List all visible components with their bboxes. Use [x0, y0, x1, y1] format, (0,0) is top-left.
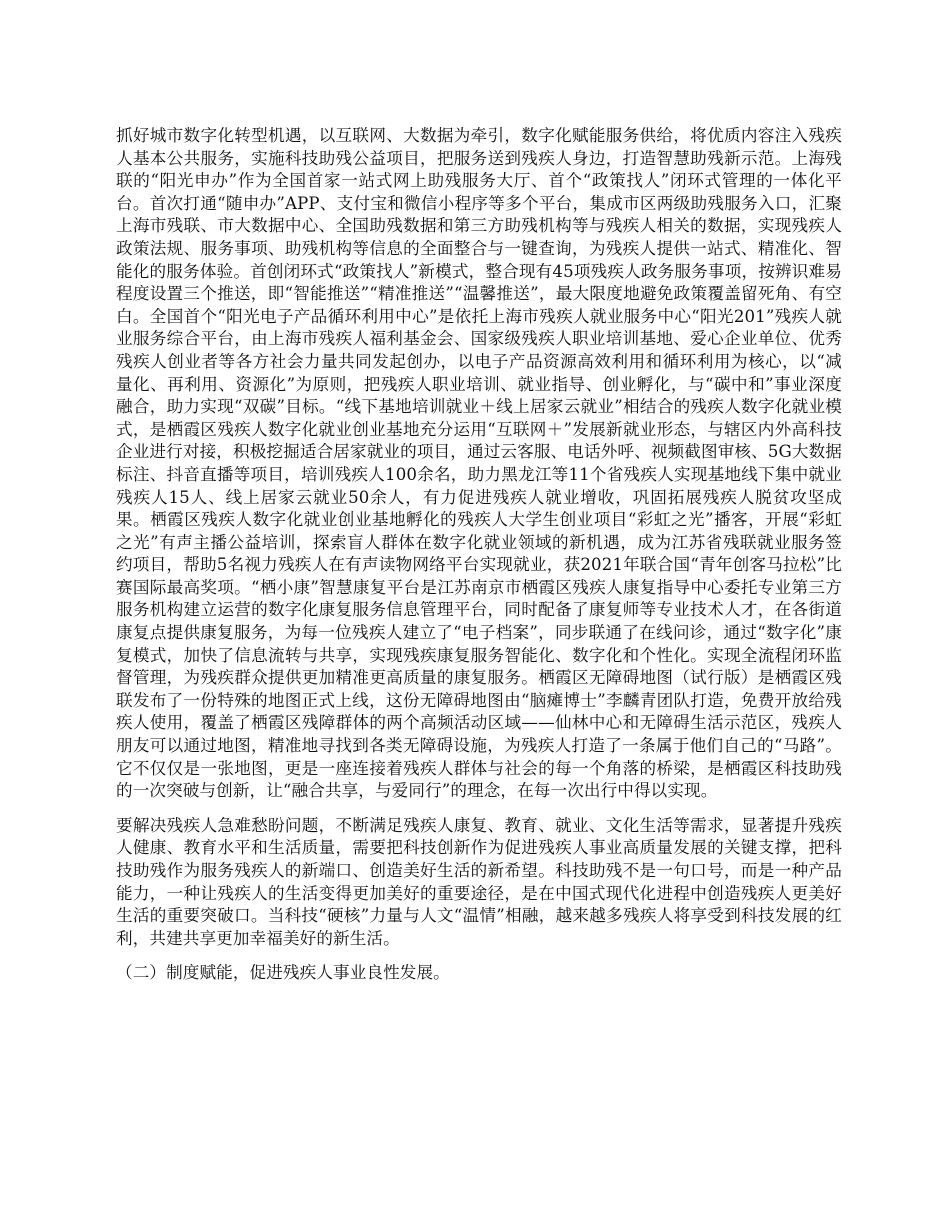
document-page: [116, 125, 842, 985]
body-paragraph: 抓好城市数字化转型机遇，以互联网、大数据为牵引，数字化赋能服务供给，将优质内容注入残疾人基本公共服务，实施科技助残公益项目，把服务送到残疾人身边，打造智慧助残新示范。上海残联的“阳光申办”作为全国首家一站式网上助残服务大厅、首个“政策找人”闭环式管理的一体化平台。首次打通“随申办”APP、支付宝和微信小程序等多个平台，集成市区两级助残服务入口，汇聚上海市残联、市大数据中心、全国助残数据和第三方助残机构等与残疾人相关的数据，实现残疾人政策法规、服务事项、助残机构等信息的全面整合与一键查询，为残疾人提供一站式、精准化、智能化的服务体验。首创闭环式“政策找人”新模式，整合现有45项残疾人政务服务事项，按辨识难易程度设置三个推送，即“智能推送”“精准推送”“温馨推送”，最大限度地避免政策覆盖留死角、有空白。全国首个“阳光电子产品循环利用中心”是依托上海市残疾人就业服务中心“阳光201”残疾人就业服务综合平台，由上海市残疾人福利基金会、国家级残疾人职业培训基地、爱心企业单位、优秀残疾人创业者等各方社会力量共同发起创办，以电子产品资源高效利用和循环利用为核心，以“减量化、再利用、资源化”为原则，把残疾人职业培训、就业指导、创业孵化，与“碳中和”事业深度融合，助力实现“双碳”目标。“线下基地培训就业＋线上居家云就业”相结合的残疾人数字化就业模式，是栖霞区残疾人数字化就业创业基地充分运用“互联网＋”发展新就业形态，与辖区内外高科技企业进行对接，积极挖掘适合居家就业的项目，通过云客服、电话外呼、视频截图审核、5G大数据标注、抖音直播等项目，培训残疾人100余名，助力黑龙江等11个省残疾人实现基地线下集中就业残疾人15人、线上居家云就业50余人，有力促进残疾人就业增收，巩固拓展残疾人脱贫攻坚成果。栖霞区残疾人数字化就业创业基地孵化的残疾人大学生创业项目“彩虹之光”播客，开展“彩虹之光”有声主播公益培训，探索盲人群体在数字化就业领域的新机遇，成为江苏省残联就业服务签约项目，帮助5名视力残疾人在有声读物网络平台实现就业，获2021年联合国“青年创客马拉松”比赛国际最高奖项。“栖小康”智慧康复平台是江苏南京市栖霞区残疾人康复指导中心委托专业第三方服务机构建立运营的数字化康复服务信息管理平台，同时配备了康复师等专业技术人才，在各街道康复点提供康复服务，为每一位残疾人建立了“电子档案”，同步联通了在线问诊，通过“数字化”康复模式，加快了信息流转与共享，实现残疾康复服务智能化、数字化和个性化。实现全流程闭环监督管理，为残疾群众提供更加精准更高质量的康复服务。栖霞区无障碍地图（试行版）是栖霞区残联发布了一份特殊的地图正式上线，这份无障碍地图由“脑瘫博士”李麟青团队打造，免费开放给残疾人使用，覆盖了栖霞区残障群体的两个高频活动区域——仙林中心和无障碍生活示范区，残疾人朋友可以通过地图，精准地寻找到各类无障碍设施，为残疾人打造了一条属于他们自己的“马路”。它不仅仅是一张地图，更是一座连接着残疾人群体与社会的每一个角落的桥梁，是栖霞区科技助残的一次突破与创新，让“融合共享，与爱同行”的理念，在每一次出行中得以实现。: [116, 126, 842, 801]
body-paragraph: 要解决残疾人急难愁盼问题，不断满足残疾人康复、教育、就业、文化生活等需求，显著提升残疾人健康、教育水平和生活质量，需要把科技创新作为促进残疾人事业高质量发展的关键支撑，把科技助残作为服务残疾人的新端口、创造美好生活的新希望。科技助残不是一句口号，而是一种产品能力，一种让残疾人的生活变得更加美好的重要途径，是在中国式现代化进程中创造残疾人更美好生活的重要突破口。当科技“硬核”力量与人文“温情”相融，越来越多残疾人将享受到科技发展的红利，共建共享更加幸福美好的新生活。: [116, 815, 842, 948]
section-heading: （二）制度赋能，促进残疾人事业良性发展。: [116, 963, 450, 983]
